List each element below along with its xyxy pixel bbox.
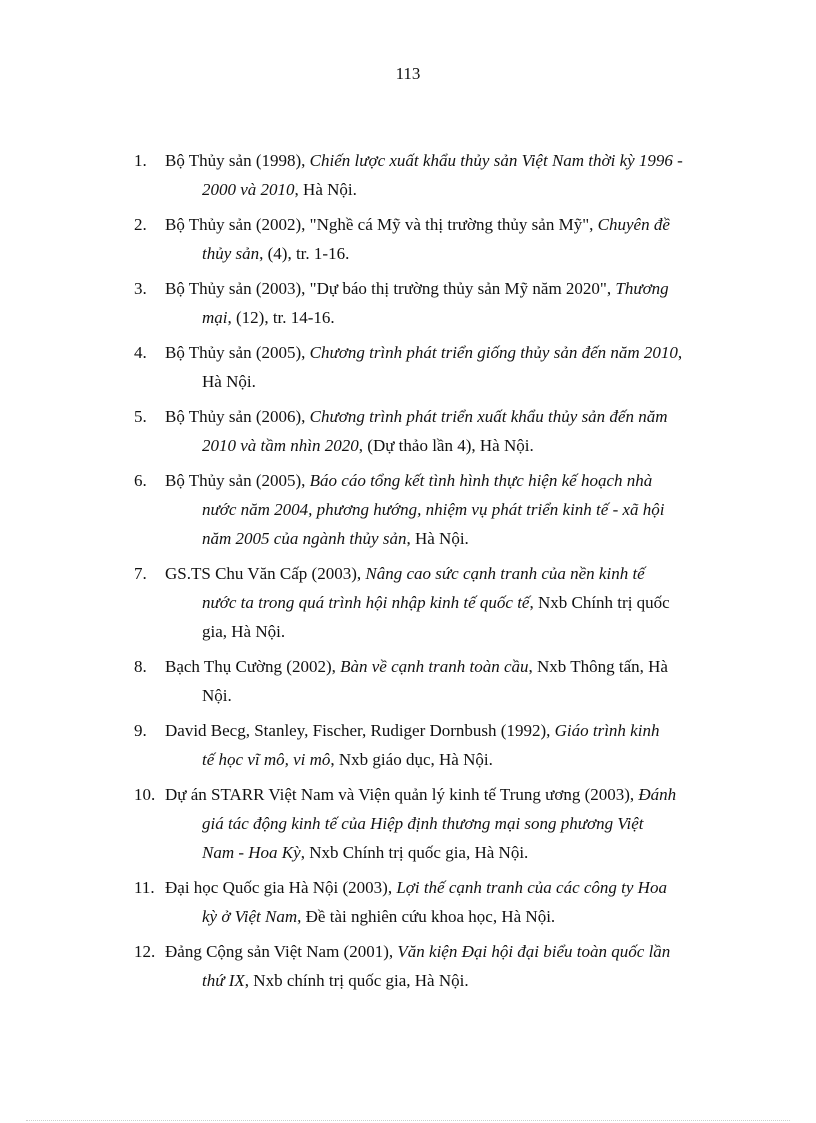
reference-text: , (4), tr. 1-16. xyxy=(259,244,350,263)
reference-list xyxy=(134,146,740,1001)
reference-title-text: Thương xyxy=(615,279,669,298)
reference-text: GS.TS Chu Văn Cấp (2003), xyxy=(165,564,366,583)
reference-text: , Đề tài nghiên cứu khoa học, Hà Nội. xyxy=(297,907,556,926)
reference-number: 12. xyxy=(134,942,156,961)
reference-continuation-line xyxy=(165,367,740,396)
reference-text: , Nxb Thông tấn, Hà xyxy=(528,657,668,676)
page-bottom-rule xyxy=(26,1120,790,1121)
reference-body xyxy=(165,716,740,774)
reference-first-line xyxy=(165,652,740,681)
reference-first-line xyxy=(165,274,740,303)
reference-body xyxy=(165,873,740,931)
reference-title-text: Văn kiện Đại hội đại biểu toàn quốc lần xyxy=(397,942,671,961)
reference-continuation-line xyxy=(165,588,740,617)
reference-text: Bộ Thủy sản (2005), xyxy=(165,471,310,490)
reference-title-text: 2000 và 2010 xyxy=(202,180,295,199)
reference-number: 5. xyxy=(134,407,147,426)
reference-continuation-line xyxy=(165,239,740,268)
reference-continuation-line xyxy=(165,838,740,867)
reference-text: Bạch Thụ Cường (2002), xyxy=(165,657,341,676)
reference-continuation-line xyxy=(165,617,740,646)
reference-item xyxy=(134,652,740,710)
reference-body xyxy=(165,559,740,646)
reference-item xyxy=(134,873,740,931)
reference-continuation-line xyxy=(165,745,740,774)
reference-text: Dự án STARR Việt Nam và Viện quản lý kinh tế Trung ương (2003), xyxy=(165,785,639,804)
reference-body xyxy=(165,937,740,995)
reference-item xyxy=(134,402,740,460)
reference-continuation-line xyxy=(165,303,740,332)
reference-item xyxy=(134,559,740,646)
reference-title-text: nước năm 2004, phương hướng, nhiệm vụ phát triển kinh tế - xã hội xyxy=(202,500,665,519)
reference-continuation-line xyxy=(165,175,740,204)
reference-title-text: nước ta trong quá trình hội nhập kinh tế quốc tế xyxy=(202,593,530,612)
reference-text: , Nxb Chính trị quốc xyxy=(529,593,670,612)
reference-text: , Hà Nội. xyxy=(406,529,469,548)
reference-title-text: Nâng cao sức cạnh tranh của nền kinh tế xyxy=(365,564,645,583)
reference-first-line xyxy=(165,402,740,431)
reference-number: 7. xyxy=(134,564,147,583)
reference-continuation-line xyxy=(165,902,740,931)
reference-item xyxy=(134,780,740,867)
reference-first-line xyxy=(165,873,740,902)
reference-text: gia, Hà Nội. xyxy=(202,622,286,641)
reference-body xyxy=(165,652,740,710)
reference-title-text: thủy sản xyxy=(202,244,260,263)
reference-title-text: Chương trình phát triển xuất khẩu thủy sản đến năm xyxy=(309,407,668,426)
reference-item xyxy=(134,146,740,204)
reference-item xyxy=(134,338,740,396)
reference-body xyxy=(165,210,740,268)
reference-continuation-line xyxy=(165,431,740,460)
reference-item xyxy=(134,210,740,268)
reference-first-line xyxy=(165,210,740,239)
reference-continuation-line xyxy=(165,681,740,710)
reference-body xyxy=(165,274,740,332)
reference-number: 1. xyxy=(134,151,147,170)
reference-text: , (Dự thảo lần 4), Hà Nội. xyxy=(358,436,534,455)
reference-body xyxy=(165,338,740,396)
reference-item xyxy=(134,274,740,332)
reference-text: , xyxy=(677,343,683,362)
reference-title-text: kỳ ở Việt Nam xyxy=(202,907,298,926)
reference-title-text: 2010 và tầm nhìn 2020 xyxy=(202,436,359,455)
page-number: 113 xyxy=(395,64,421,83)
reference-first-line xyxy=(165,716,740,745)
reference-title-text: Chương trình phát triển giống thủy sản đến năm 2010 xyxy=(309,343,678,362)
reference-text: Bộ Thủy sản (2006), xyxy=(165,407,310,426)
reference-number: 2. xyxy=(134,215,147,234)
reference-text: Đảng Cộng sản Việt Nam (2001), xyxy=(165,942,398,961)
reference-first-line xyxy=(165,937,740,966)
reference-title-text: Giáo trình kinh xyxy=(554,721,660,740)
reference-text: , Nxb chính trị quốc gia, Hà Nội. xyxy=(244,971,469,990)
reference-title-text: Bàn về cạnh tranh toàn cầu xyxy=(340,657,529,676)
reference-title-text: Đánh xyxy=(638,785,677,804)
reference-number: 11. xyxy=(134,878,155,897)
reference-body xyxy=(165,780,740,867)
reference-body xyxy=(165,466,740,553)
reference-number: 3. xyxy=(134,279,147,298)
reference-text: David Becg, Stanley, Fischer, Rudiger Dornbush (1992), xyxy=(165,721,555,740)
reference-title-text: Chiến lược xuất khẩu thủy sản Việt Nam thời kỳ 1996 - xyxy=(309,151,683,170)
reference-continuation-line xyxy=(165,809,740,838)
reference-text: Hà Nội. xyxy=(202,372,256,391)
reference-first-line xyxy=(165,338,740,367)
reference-text: Bộ Thủy sản (2002), "Nghề cá Mỹ và thị trường thủy sản Mỹ", xyxy=(165,215,598,234)
reference-text: Bộ Thủy sản (2003), "Dự báo thị trường thủy sản Mỹ năm 2020", xyxy=(165,279,616,298)
reference-text: , Hà Nội. xyxy=(294,180,357,199)
reference-first-line xyxy=(165,780,740,809)
reference-title-text: Báo cáo tổng kết tình hình thực hiện kế hoạch nhà xyxy=(309,471,653,490)
reference-number: 8. xyxy=(134,657,147,676)
reference-number: 10. xyxy=(134,785,156,804)
reference-title-text: thứ IX xyxy=(202,971,245,990)
reference-text: Đại học Quốc gia Hà Nội (2003), xyxy=(165,878,397,897)
reference-body xyxy=(165,146,740,204)
reference-title-text: giá tác động kinh tế của Hiệp định thương mại song phương Việt xyxy=(202,814,644,833)
reference-body xyxy=(165,402,740,460)
reference-text: Bộ Thủy sản (2005), xyxy=(165,343,310,362)
reference-text: , (12), tr. 14-16. xyxy=(227,308,335,327)
reference-number: 6. xyxy=(134,471,147,490)
reference-text: Nội. xyxy=(202,686,232,705)
reference-title-text: mại xyxy=(202,308,228,327)
reference-text: , Nxb giáo dục, Hà Nội. xyxy=(330,750,493,769)
reference-continuation-line xyxy=(165,524,740,553)
reference-text: Bộ Thủy sản (1998), xyxy=(165,151,310,170)
reference-item xyxy=(134,937,740,995)
reference-first-line xyxy=(165,559,740,588)
reference-text: , Nxb Chính trị quốc gia, Hà Nội. xyxy=(300,843,529,862)
reference-first-line xyxy=(165,146,740,175)
reference-number: 9. xyxy=(134,721,147,740)
reference-first-line xyxy=(165,466,740,495)
reference-title-text: Chuyên đề xyxy=(597,215,670,234)
reference-title-text: Lợi thế cạnh tranh của các công ty Hoa xyxy=(396,878,667,897)
reference-title-text: tế học vĩ mô, vi mô xyxy=(202,750,331,769)
reference-title-text: Nam - Hoa Kỳ xyxy=(202,843,301,862)
reference-title-text: năm 2005 của ngành thủy sản xyxy=(202,529,407,548)
reference-continuation-line xyxy=(165,966,740,995)
reference-continuation-line xyxy=(165,495,740,524)
reference-number: 4. xyxy=(134,343,147,362)
reference-item xyxy=(134,466,740,553)
reference-item xyxy=(134,716,740,774)
